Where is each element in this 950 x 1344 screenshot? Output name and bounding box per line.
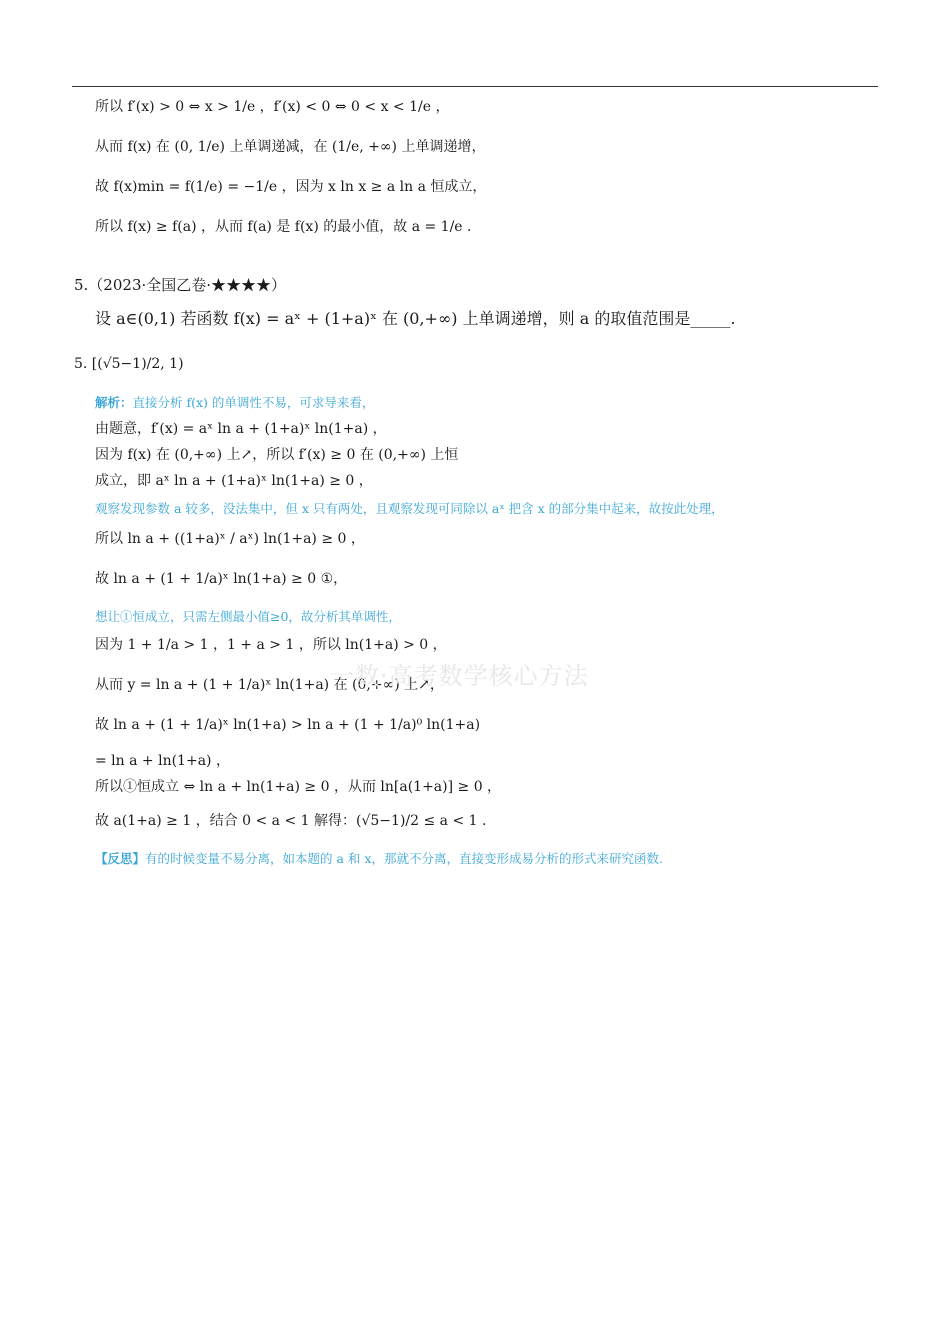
reflection-line (95, 850, 663, 868)
derivation-line-9: = ln a + ln(1+a) ， (95, 753, 230, 769)
reflection-label: 【反思】 (95, 851, 146, 866)
hint-line-2: 观察发现参数 a 较多，没法集中，但 x 只有两处，且观察发现可同除以 aˣ 把含 x 的部分集中起来，故按此处理， (95, 501, 724, 516)
problem-number: 5.（2023·全国乙卷·★★★★） (74, 276, 287, 294)
solution-line-3: 故 f(x)min = f(1/e) = −1/e ，因为 x ln x ≥ a ln a 恒成立， (95, 179, 487, 195)
header-rule (72, 86, 878, 87)
derivation-line-3: 成立，即 aˣ ln a + (1+a)ˣ ln(1+a) ≥ 0 ， (95, 473, 373, 489)
solution-line-2: 从而 f(x) 在 (0, 1/e) 上单调递减，在 (1/e, +∞) 上单调递增， (95, 139, 486, 155)
derivation-line-7: 从而 y = ln a + (1 + 1/a)ˣ ln(1+a) 在 (0,+∞) 上↗， (95, 677, 444, 693)
derivation-line-10: 所以①恒成立 ⇔ ln a + ln(1+a) ≥ 0 ，从而 ln[a(1+a)] ≥ 0 ， (95, 779, 502, 795)
solution-line-1: 所以 f′(x) > 0 ⇔ x > 1/e ，f′(x) < 0 ⇔ 0 < x < 1/e ， (95, 99, 450, 115)
hint-line-3: 想让①恒成立，只需左侧最小值≥0，故分析其单调性， (95, 609, 401, 624)
analysis-line (95, 394, 374, 412)
watermark: 一数·高考数学核心方法 (330, 662, 589, 690)
reflection-text: 有的时候变量不易分离，如本题的 a 和 x，那就不分离，直接变形成易分析的形式来研究函数. (145, 851, 663, 866)
problem-statement: 设 a∈(0,1) 若函数 f(x) = aˣ + (1+a)ˣ 在 (0,+∞) 上单调递增，则 a 的取值范围是_____. (95, 309, 736, 328)
solution-line-4: 所以 f(x) ≥ f(a) ，从而 f(a) 是 f(x) 的最小值，故 a = 1/e . (95, 219, 472, 235)
derivation-line-6: 因为 1 + 1/a > 1 ，1 + a > 1 ，所以 ln(1+a) > 0 ， (95, 637, 447, 653)
derivation-line-4: 所以 ln a + ((1+a)ˣ / aˣ) ln(1+a) ≥ 0 ， (95, 531, 365, 547)
derivation-line-5: 故 ln a + (1 + 1/a)ˣ ln(1+a) ≥ 0 ①， (95, 571, 348, 587)
derivation-line-8: 故 ln a + (1 + 1/a)ˣ ln(1+a) > ln a + (1 + 1/a)⁰ ln(1+a) (95, 717, 481, 733)
derivation-line-2: 因为 f(x) 在 (0,+∞) 上↗，所以 f′(x) ≥ 0 在 (0,+∞) 上恒 (95, 447, 459, 463)
answer-label: 5. [(√5−1)/2, 1) (74, 356, 184, 372)
analysis-label: 解析： (95, 395, 133, 410)
analysis-hint: 直接分析 f(x) 的单调性不易，可求导来看， (132, 395, 375, 410)
derivation-line-1: 由题意，f′(x) = aˣ ln a + (1+a)ˣ ln(1+a) ， (95, 421, 387, 437)
derivation-line-11: 故 a(1+a) ≥ 1 ，结合 0 < a < 1 解得：(√5−1)/2 ≤ a < 1 . (95, 813, 487, 829)
